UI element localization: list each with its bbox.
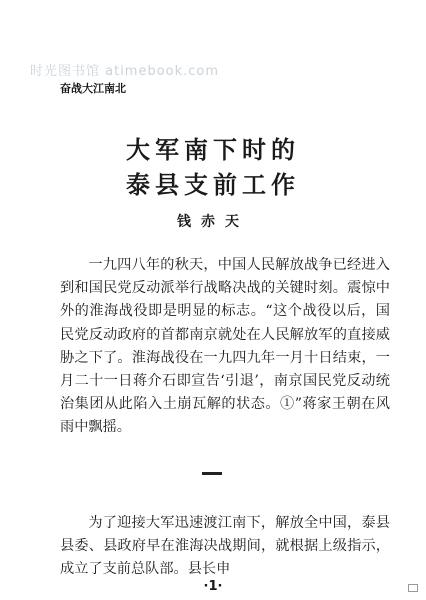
author-name: 钱赤天	[177, 214, 249, 230]
paragraph-1: 一九四八年的秋天，中国人民解放战争已经进入到和国民党反动派举行战略决战的关键时刻。震惊中外的淮海战役即是明显的标志。“这个战役以后，国民党反动政府的首都南京就处在人民解放军的直接威胁之下了。淮海战役在一九四九年一月十日结束，一月二十一日蒋介石即宣告‘引退’，南京国民党反动统治集团从此陷入土崩瓦解的状态。①”蒋家王朝在风雨中飘摇。	[60, 257, 390, 436]
watermark-text: 时光图书馆 atimebook.com	[30, 64, 220, 79]
article-title-line-2: 泰县支前工作	[126, 170, 300, 199]
page-number: ·1·	[203, 579, 223, 594]
body-section-2	[60, 512, 390, 582]
section-header: 奋战大江南北	[60, 82, 126, 95]
corner-mark-icon	[408, 584, 418, 592]
body-section-1	[60, 254, 390, 440]
article-title-line-1: 大军南下时的	[126, 135, 300, 164]
paragraph-2: 为了迎接大军迅速渡江南下，解放全中国，泰县县委、县政府早在淮海决战期间，就根据上级指示，成立了支前总队部。县长申	[60, 515, 390, 578]
section-divider-mark	[202, 472, 222, 475]
